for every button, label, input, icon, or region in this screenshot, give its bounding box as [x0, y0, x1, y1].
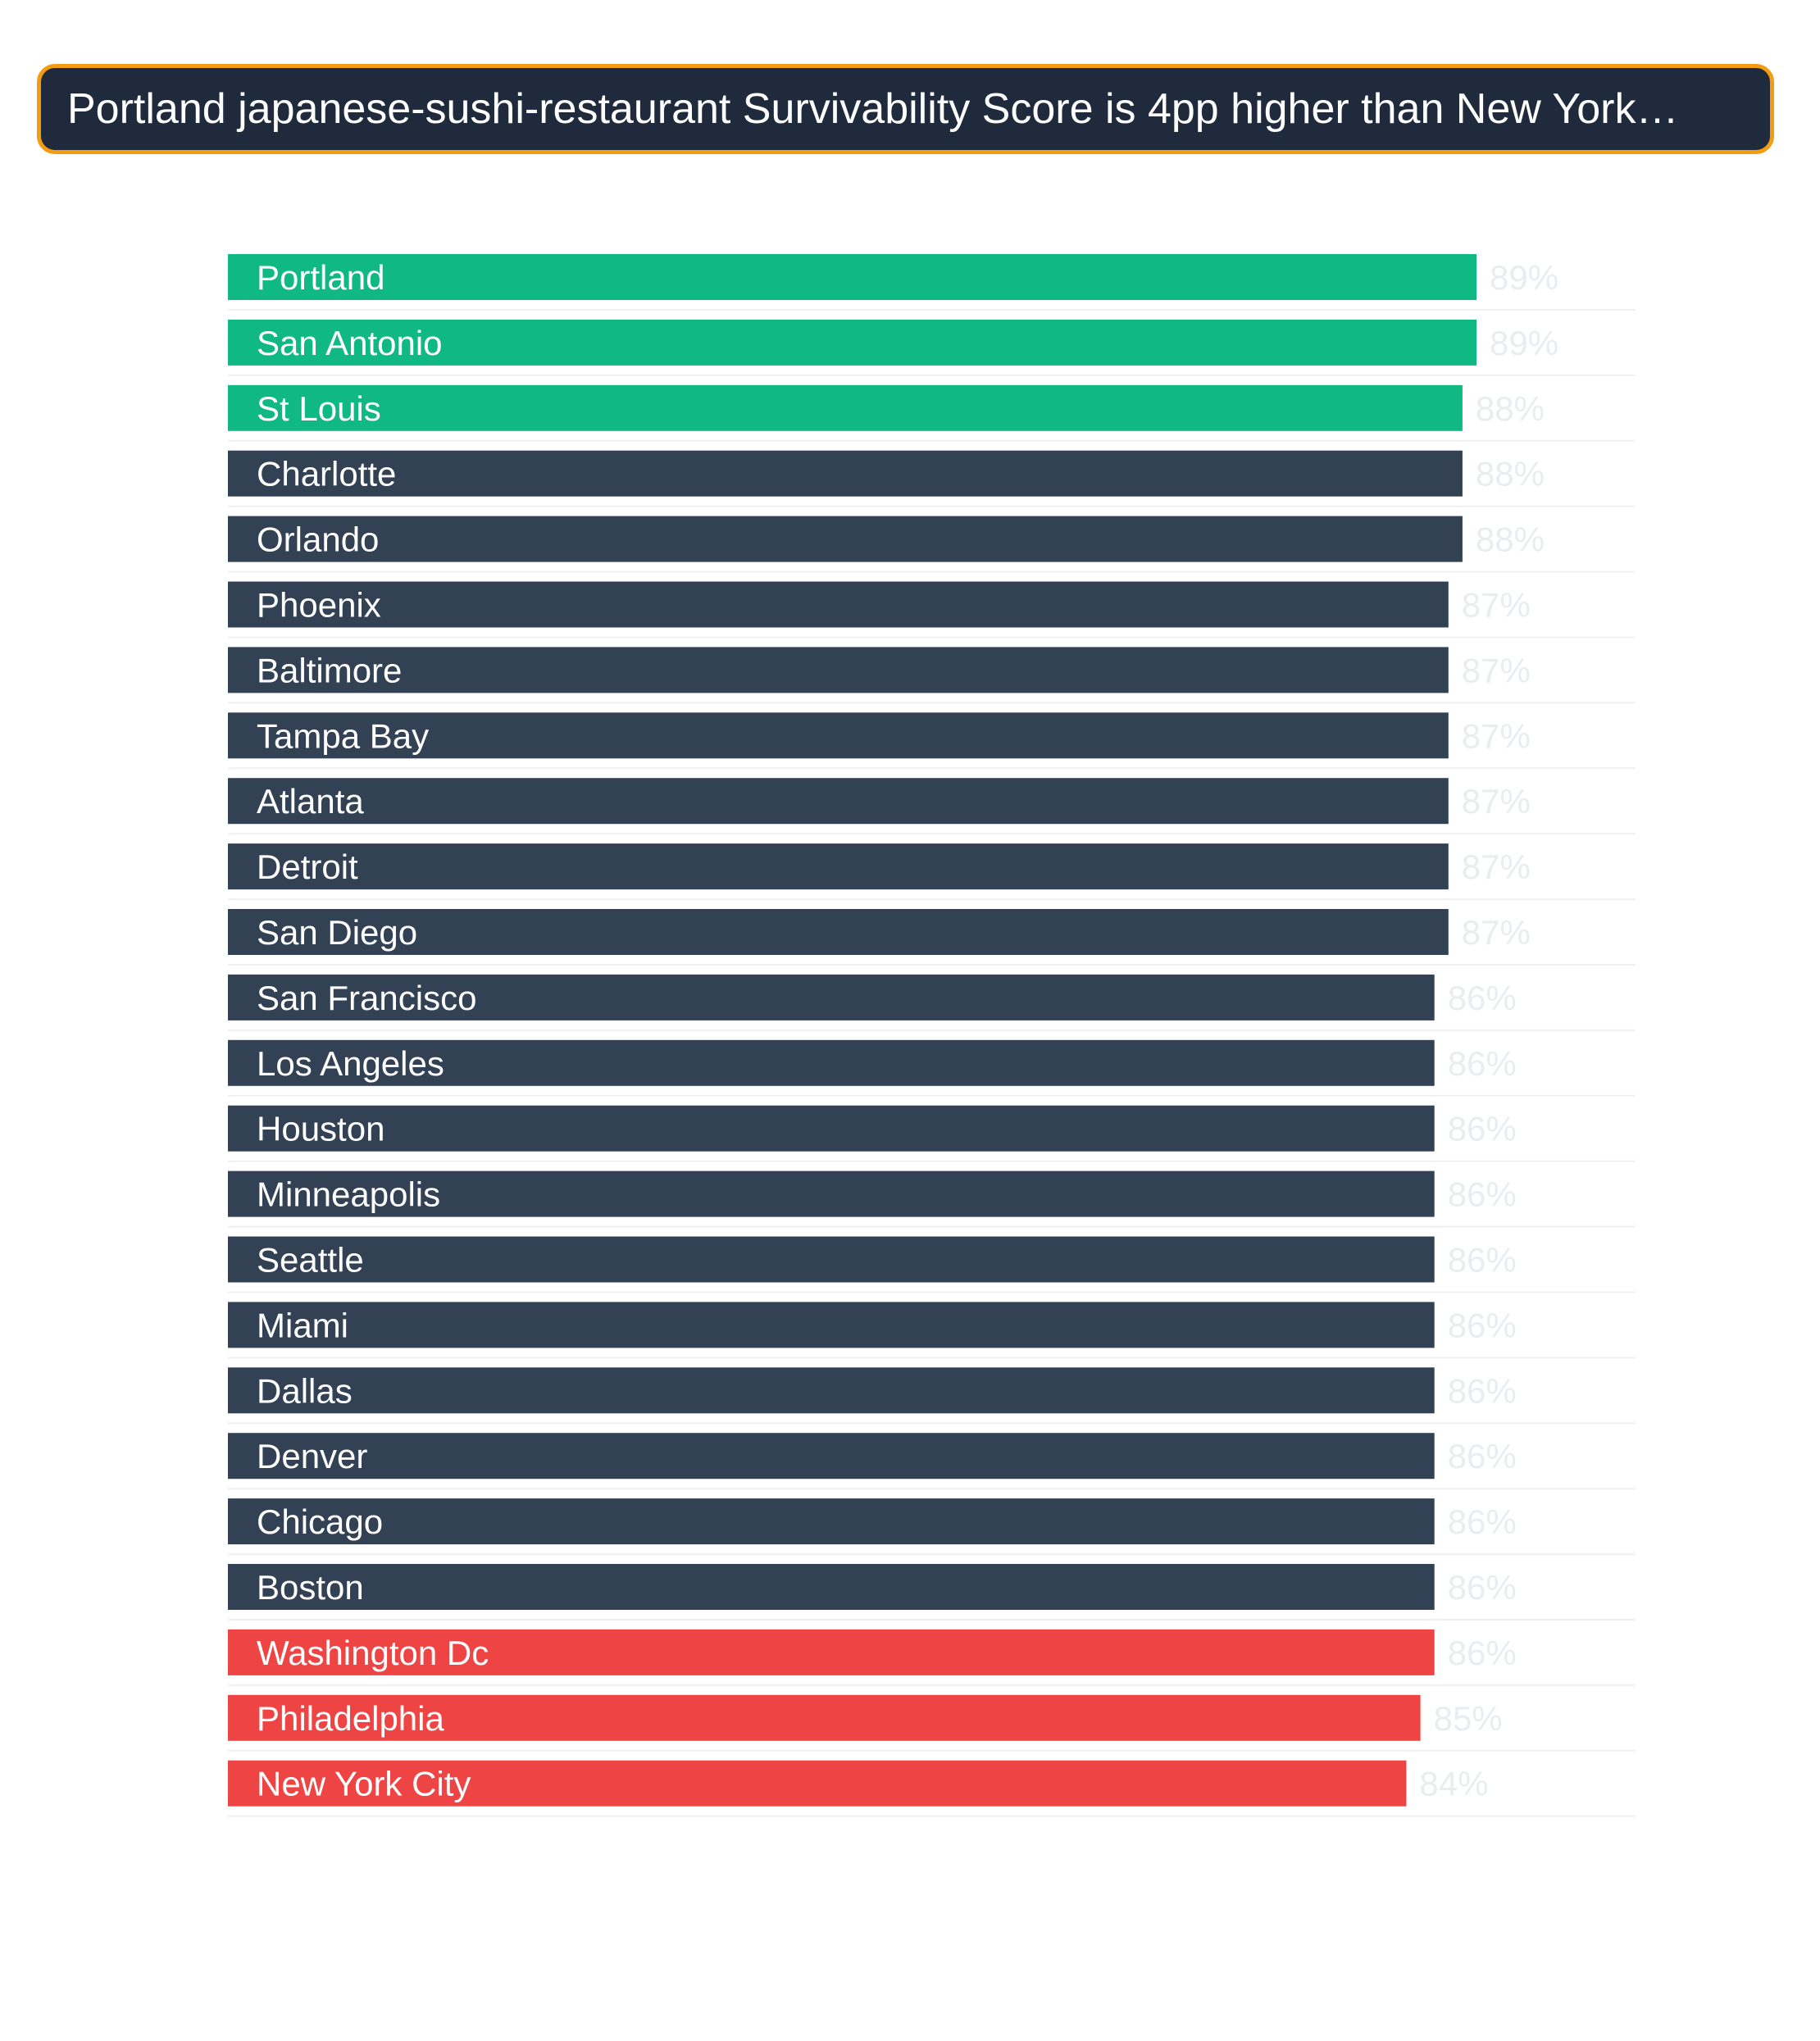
chart-title: Portland japanese-sushi-restaurant Survivability Score is 4pp higher than New York… — [37, 64, 1774, 154]
bar-denver — [228, 1433, 1435, 1479]
bar-atlanta — [228, 778, 1449, 824]
category-label: Denver — [257, 1437, 368, 1476]
value-label: 88% — [1475, 520, 1545, 559]
category-label: Atlanta — [257, 782, 364, 821]
category-label: Detroit — [257, 848, 358, 887]
bar-baltimore — [228, 647, 1449, 693]
value-label: 86% — [1447, 1240, 1517, 1280]
category-label: St Louis — [257, 389, 381, 428]
category-label: Phoenix — [257, 585, 381, 625]
category-label: Baltimore — [257, 651, 403, 690]
category-label: San Francisco — [257, 978, 477, 1017]
value-label: 86% — [1447, 1437, 1517, 1476]
bar-houston — [228, 1106, 1435, 1152]
value-label: 86% — [1447, 1502, 1517, 1542]
category-label: Boston — [257, 1568, 364, 1607]
category-label: Charlotte — [257, 454, 397, 493]
value-label: 86% — [1447, 1371, 1517, 1411]
category-label: Washington Dc — [257, 1633, 489, 1672]
value-label: 89% — [1490, 258, 1559, 297]
category-label: Seattle — [257, 1240, 364, 1280]
value-label: 88% — [1475, 454, 1545, 493]
bar-chicago — [228, 1498, 1435, 1544]
value-label: 86% — [1447, 1109, 1517, 1148]
bar-orlando — [228, 516, 1463, 562]
bar-boston — [228, 1564, 1435, 1610]
category-label: San Diego — [257, 913, 418, 952]
bar-detroit — [228, 843, 1449, 889]
bar-st-louis — [228, 385, 1463, 431]
value-label: 85% — [1433, 1698, 1503, 1738]
category-label: Orlando — [257, 520, 380, 559]
value-label: 87% — [1461, 782, 1531, 821]
category-label: San Antonio — [257, 323, 443, 362]
value-label: 86% — [1447, 1043, 1517, 1083]
bar-miami — [228, 1302, 1435, 1348]
value-label: 87% — [1461, 585, 1531, 625]
value-label: 86% — [1447, 978, 1517, 1017]
value-label: 84% — [1419, 1764, 1489, 1803]
value-label: 87% — [1461, 651, 1531, 690]
value-label: 86% — [1447, 1306, 1517, 1345]
category-label: Miami — [257, 1306, 348, 1345]
category-label: Chicago — [257, 1502, 384, 1542]
category-label: Portland — [257, 258, 385, 297]
bar-seattle — [228, 1237, 1435, 1283]
value-label: 87% — [1461, 716, 1531, 756]
category-label: Los Angeles — [257, 1043, 444, 1083]
value-label: 86% — [1447, 1568, 1517, 1607]
value-label: 88% — [1475, 389, 1545, 428]
category-label: New York City — [257, 1764, 471, 1803]
bar-dallas — [228, 1367, 1435, 1413]
bar-charlotte — [228, 451, 1463, 497]
category-label: Dallas — [257, 1371, 353, 1411]
category-label: Tampa Bay — [257, 716, 430, 756]
value-label: 86% — [1447, 1175, 1517, 1214]
bar-portland — [228, 254, 1476, 300]
category-label: Houston — [257, 1109, 385, 1148]
category-label: Philadelphia — [257, 1698, 444, 1738]
value-label: 89% — [1490, 323, 1559, 362]
category-label: Minneapolis — [257, 1175, 441, 1214]
bar-phoenix — [228, 582, 1449, 628]
value-label: 86% — [1447, 1633, 1517, 1672]
value-label: 87% — [1461, 848, 1531, 887]
value-label: 87% — [1461, 913, 1531, 952]
